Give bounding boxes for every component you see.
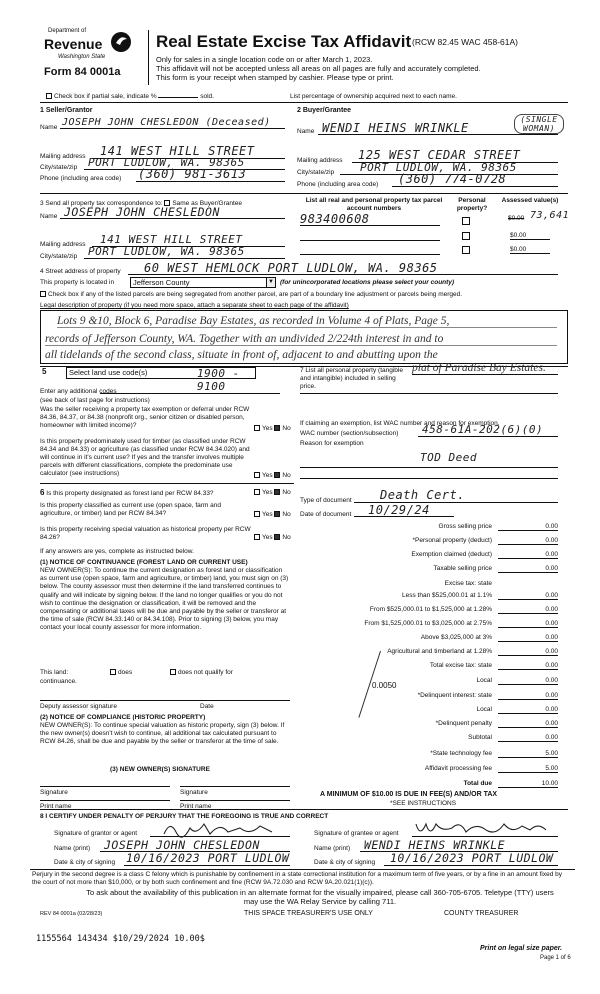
tax-row-value[interactable]: 0.00 [498, 606, 558, 614]
doc-date-label: Date of document [300, 511, 352, 518]
tax-row-label: Above $3,025,000 at 3% [420, 634, 492, 641]
county-select[interactable] [130, 277, 276, 288]
chevron-down-icon: ▼ [266, 278, 275, 287]
land-use-label: Select land use code(s) [69, 368, 148, 377]
wac-number-label: WAC number (section/subsection) [300, 430, 399, 437]
name-print-label: Name (print) [54, 845, 91, 852]
does-not-label: does not qualify for [178, 669, 233, 676]
tax-row [300, 734, 558, 744]
date-city-label: Date & city of signing [314, 859, 376, 866]
tax-row-label: *Delinquent interest: state [417, 692, 492, 699]
yes-label: Yes [262, 489, 273, 496]
doc-type-label: Type of document [300, 497, 352, 504]
receipt-stamp: 1155564 143434 $10/29/2024 10.00$ [36, 934, 205, 944]
assessed-struck: $0.00 [508, 215, 525, 222]
doc-type[interactable]: Death Cert. [380, 488, 465, 502]
parcel-row [300, 230, 560, 242]
s1-city-label: City/state/zip [40, 164, 78, 171]
tax-row-label: Affidavit processing fee [424, 765, 492, 772]
s5-num: 5 [42, 367, 47, 376]
partial-sale-label: Check box if partial sale, indicate % [54, 93, 157, 100]
no-label: No [282, 511, 291, 518]
yes-label: Yes [262, 472, 273, 479]
form-number: Form 84 0001a [44, 66, 121, 78]
form-title: Real Estate Excise Tax Affidavit [156, 32, 412, 51]
tax-row-value[interactable]: 0.00 [498, 565, 558, 573]
tax-correspondence-address[interactable]: 141 WEST HILL STREET [100, 233, 243, 246]
signature-scribble [160, 818, 280, 840]
state-label: Washington State [58, 54, 106, 60]
doc-date[interactable]: 10/29/24 [368, 503, 430, 517]
form-revision: REV 84 0001a (02/28/23) [40, 911, 103, 917]
tax-row-value[interactable]: 0.00 [498, 662, 558, 670]
exemption-reason[interactable]: TOD Deed [420, 451, 477, 464]
property-address[interactable]: 60 WEST HEMLOCK PORT LUDLOW, WA. 98365 [144, 261, 438, 275]
buyer-city[interactable]: PORT LUDLOW, WA. 98365 [360, 161, 517, 174]
s3-mail-label: Mailing address [40, 241, 86, 248]
legal-description-label: Legal description of property (if you need more space, attach a separate sheet to each page of the affidavit) [40, 302, 349, 309]
timber-yes-checkbox[interactable] [254, 472, 260, 478]
tax-row [300, 662, 558, 672]
s1-heading: 1 Seller/Grantor [40, 107, 93, 114]
buyer-name[interactable]: WENDI HEINS WRINKLE [322, 121, 469, 135]
tax-row-value[interactable]: 0.00 [498, 677, 558, 685]
tax-row-value[interactable]: 0.00 [498, 706, 558, 714]
print-legal-note: Print on legal size paper. [480, 945, 563, 952]
tax-row [300, 523, 558, 533]
tax-row [300, 592, 558, 602]
continuance-body: NEW OWNER(S): To continue the current designation as forest land or classification as current use (open space, farm and agriculture, or timber) land, you must sign on (3) below. The county assessor must then determine if the land transferred continues to qualify and will indicate by signing below. If the land no longer qualifies or you do not wish to continue the designation or classification, it will be removed and the compensating or additional taxes will be due and payable by the seller or transferor at the time of sale (RCW 84.33.140 or 84.34.108). Prior to signing (3) below, you may contact your local county assessor for more information. [40, 567, 289, 632]
qualifies-checkbox[interactable] [110, 669, 116, 675]
tax-row-value[interactable]: 0.00 [498, 648, 558, 656]
s3-name-label: Name [40, 213, 58, 220]
s2-city-label: City/state/zip [297, 169, 335, 176]
minimum-due: A MINIMUM OF $10.00 IS DUE IN FEE(S) AND/OR TAX [320, 791, 498, 798]
see-instructions: *SEE INSTRUCTIONS [390, 800, 457, 807]
tax-row [300, 634, 558, 644]
current-use-no-checkbox[interactable] [274, 511, 280, 517]
assessed-value[interactable]: 73,641 [530, 210, 570, 221]
tax-row-value[interactable]: 0.00 [498, 620, 558, 628]
parcel-header-assessed: Assessed value(s) [501, 197, 559, 204]
historic-question: Is this property receiving special valuation as historical property per RCW 84.26? [40, 526, 251, 541]
print-name-label: Print name [180, 803, 212, 810]
tax-row-label: *Personal property (deduct) [412, 537, 492, 544]
exempt-yes-checkbox[interactable] [254, 425, 260, 431]
tax-row [300, 606, 558, 616]
assessed-value[interactable]: $0.00 [510, 232, 550, 240]
exemption-reason-label: Reason for exemption [300, 440, 364, 447]
tax-row-label: *Delinquent penalty [435, 720, 492, 727]
personal-property-checkbox[interactable] [462, 217, 470, 225]
if-yes-instructions: If any answers are yes, complete as instructed below. [40, 548, 194, 555]
tax-row-label: Total excise tax: state [429, 662, 492, 669]
does-label: does [118, 669, 133, 676]
exempt-no-checkbox[interactable] [274, 425, 280, 431]
seller-mailing-address[interactable]: 141 WEST HILL STREET [100, 144, 255, 158]
tax-row [300, 648, 558, 658]
tax-row-label: From $525,000.01 to $1,525,000 at 1.28% [369, 606, 492, 613]
parcel-header-personal: Personal property? [456, 197, 488, 212]
land-use-select[interactable] [66, 367, 256, 393]
legal-line-1: Lots 9 &10, Block 6, Paradise Bay Estates, as recorded in Volume 4 of Plats, Page 5, [57, 315, 557, 328]
form-note-2: This affidavit will not be accepted unless all areas on all pages are fully and accurately completed. [156, 64, 481, 73]
tax-row [300, 580, 558, 590]
form-note-3: This form is your receipt when stamped by cashier. Please type or print. [156, 73, 394, 82]
s3-label: 3 Send all property tax correspondence to: [40, 200, 163, 207]
s1-phone-label: Phone (including area code) [40, 175, 122, 182]
tax-row [300, 780, 558, 790]
tax-row-label: Less than $525,000.01 at 1.1% [402, 592, 492, 599]
personal-property-checkbox[interactable] [462, 246, 470, 254]
this-land-label: This land: [40, 669, 69, 676]
compliance-body: NEW OWNER(S): To continue special valuation as historic property, sign (3) below. If the new owner(s) doesn't wish to continue, all additional tax calculated pursuant to RCW 84.26, shall be due and payable by the seller or transferor at the time of sale. [40, 722, 285, 746]
tax-row-label: Excise tax: state [444, 580, 492, 587]
tax-row [300, 765, 558, 775]
tax-row-label: Total due [463, 780, 492, 787]
grantee-date-city[interactable]: 10/16/2023 PORT LUDLOW [390, 851, 554, 865]
timber-no-checkbox[interactable] [274, 472, 280, 478]
assessed-value[interactable]: $0.00 [510, 246, 550, 254]
tax-row-label: From $1,525,000.01 to $3,025,000 at 2.75% [364, 620, 492, 627]
tax-row [300, 706, 558, 716]
land-use-code: 1900 - 9100 [197, 367, 240, 393]
tax-row-label: Subtotal [468, 734, 492, 741]
print-name-label: Print name [40, 803, 72, 810]
same-as-buyer-label: Same as Buyer/Grantee [172, 200, 243, 207]
parcel-row [300, 210, 570, 226]
county-treasurer: COUNTY TREASURER [444, 910, 519, 917]
county-note: (for unincorporated locations please select your county) [280, 279, 455, 286]
treasurer-use-only: THIS SPACE TREASURER'S USE ONLY [244, 910, 373, 917]
legal-line-3: all tidelands of the second class, situate in front of, adjacent to and abutting upon the [45, 349, 438, 361]
form-note-1: Only for sales in a single location code on or after March 1, 2023. [156, 55, 373, 64]
s6-num: 6 [40, 488, 45, 497]
segregation-label: Check box if any of the listed parcels are being segregated from another parcel, are part of a boundary line adjustment or parcels being merged. [48, 291, 463, 298]
tax-correspondence-city[interactable]: PORT LUDLOW, WA. 98365 [88, 245, 245, 258]
forest-yes-checkbox[interactable] [254, 489, 260, 495]
tax-row-label: Exemption claimed (deduct) [411, 551, 492, 558]
parcel-number[interactable]: 983400608 [300, 212, 370, 226]
buyer-phone[interactable]: (360) 774-0728 [398, 172, 507, 186]
new-owner-signature-heading: (3) NEW OWNER(S) SIGNATURE [110, 766, 210, 773]
yes-label: Yes [262, 511, 273, 518]
timber-question: Is this property predominately used for timber (as classified under RCW 84.34 and 84.33) or agriculture (as classified under RCW 84.34.020) and will continue in it's current use? If yes and the transfer involves multiple parcels with different classifications, complete the predominate use calculator (see instructions) [40, 438, 250, 477]
dor-logo [44, 28, 136, 86]
yes-label: Yes [262, 425, 273, 432]
signature-scribble [412, 816, 552, 840]
tax-row [300, 620, 558, 630]
s1-mail-label: Mailing address [40, 153, 86, 160]
compliance-heading: (2) NOTICE OF COMPLIANCE (HISTORIC PROPERTY) [40, 714, 206, 721]
legal-description-box[interactable] [40, 310, 568, 364]
segregation-checkbox[interactable] [40, 291, 46, 297]
tax-row-value[interactable]: 0.00 [498, 592, 558, 600]
tax-row-value[interactable]: 0.00 [498, 692, 558, 700]
seller-name[interactable]: JOSEPH JOHN CHESLEDON (Deceased) [62, 117, 271, 128]
seller-phone[interactable]: (360) 981-3613 [138, 167, 247, 181]
form-rcw: (RCW 82.45 WAC 458-61A) [412, 37, 518, 47]
no-label: No [282, 425, 291, 432]
historic-no-checkbox[interactable] [274, 534, 280, 540]
grantee-print-name[interactable]: WENDI HEINS WRINKLE [364, 838, 506, 852]
current-use-yes-checkbox[interactable] [254, 511, 260, 517]
partial-sold-label: sold. [200, 93, 214, 100]
exemption-claim-label: If claiming an exemption, list WAC number and reason for exemption. [300, 420, 500, 427]
tax-row-label: *State technology fee [430, 750, 492, 757]
s8-label: 8 I CERTIFY UNDER PENALTY OF PERJURY THAT THE FOREGOING IS TRUE AND CORRECT [40, 813, 329, 820]
tax-row-value[interactable]: 0.00 [498, 523, 558, 531]
grantee-sig-label: Signature of grantee or agent [314, 830, 399, 837]
buyer-name-note: (SINGLE WOMAN) [514, 114, 564, 134]
partial-sale-checkbox[interactable] [46, 93, 52, 99]
dept-label: Department of [48, 28, 87, 34]
legal-line-2: records of Jefferson County, WA. Together with an undivided 2/224th interest in and to [45, 333, 557, 346]
date-city-label: Date & city of signing [54, 859, 116, 866]
forest-question: Is this property designated as forest land per RCW 84.33? [46, 490, 214, 497]
tax-row [300, 537, 558, 547]
no-label: No [282, 534, 291, 541]
tax-row-value[interactable]: 0.00 [498, 720, 558, 728]
current-use-question: Is this property classified as current use (open space, farm and agriculture, or timber) land per RCW 84.34? [40, 502, 222, 517]
s7-label: 7 List all personal property (tangible and intangible) included in selling price. [300, 367, 403, 390]
s4-label: 4 Street address of property [40, 268, 121, 275]
exemption-question: Was the seller receiving a property tax exemption or deferral under RCW 84.36, 84.37, or 84.38 (nonprofit org., senior citizen or disabled person, homeowner with limited income)? [40, 406, 250, 429]
local-rate: 0.0050 [372, 681, 397, 690]
no-label: No [282, 472, 291, 479]
list-percentage-note: List percentage of ownership acquired next to each name. [290, 93, 457, 100]
county-value: Jefferson County [133, 278, 190, 287]
see-back-label: (see back of last page for instructions) [40, 397, 150, 404]
s3-city-label: City/state/zip [40, 253, 78, 260]
tax-row-value[interactable]: 5.00 [498, 750, 558, 758]
page-number: Page 1 of 6 [540, 955, 571, 961]
tax-row-value[interactable]: 0.00 [498, 551, 558, 559]
perjury-notice: Perjury in the second degree is a class C felony which is punishable by confinement in a state correctional institution for a maximum term of five years, or by a fine in an amount fixed by the court of not more than $10,000, or by both such confinement and fine (RCW 9A.72.030 and RCW 9A.20.021(1)(c)). [32, 871, 563, 886]
tax-row [300, 565, 558, 575]
s2-phone-label: Phone (including area code) [297, 181, 379, 188]
personal-property-checkbox[interactable] [462, 232, 470, 240]
additional-codes-label: Enter any additional codes [40, 388, 117, 395]
tax-correspondence-name[interactable]: JOSEPH JOHN CHESLEDON [64, 205, 220, 219]
yes-label: Yes [262, 534, 273, 541]
not-qualifies-checkbox[interactable] [170, 669, 176, 675]
s2-heading: 2 Buyer/Grantee [297, 107, 352, 114]
tax-row-value[interactable]: 10.00 [498, 780, 558, 788]
continuance-label: continuance. [40, 678, 77, 685]
tax-row-value[interactable]: 0.00 [498, 634, 558, 642]
tax-row [300, 750, 558, 760]
name-print-label: Name (print) [314, 845, 351, 852]
signature-label: Signature [40, 789, 68, 796]
buyer-mailing-address[interactable]: 125 WEST CEDAR STREET [358, 148, 521, 162]
tax-row [300, 551, 558, 561]
signature-label: Signature [180, 789, 208, 796]
revenue-word: Revenue [44, 36, 103, 52]
tax-row-label: Agricultural and timberland at 1.28% [387, 648, 492, 655]
s2-mail-label: Mailing address [297, 157, 343, 164]
historic-yes-checkbox[interactable] [254, 534, 260, 540]
deputy-date-label: Date [200, 703, 214, 710]
legal-line-4: plat of Paradise Bay Estates. [412, 362, 546, 374]
seller-city[interactable]: PORT LUDLOW, WA. 98365 [88, 156, 245, 169]
tax-row-label: Local [476, 677, 492, 684]
continuance-heading: (1) NOTICE OF CONTINUANCE (FOREST LAND OR CURRENT USE) [40, 559, 248, 566]
tax-row-label: Taxable selling price [433, 565, 492, 572]
tax-row [300, 720, 558, 730]
tax-row-value[interactable]: 0.00 [498, 734, 558, 742]
tax-row-label: Local [476, 706, 492, 713]
tax-row [300, 692, 558, 702]
tax-row [300, 677, 558, 687]
accessibility-notice: To ask about the availability of this publication in an alternate format for the visually impaired, please call 360-705-6705. Teletype (TTY) users may use the WA Relay Service by calling 711. [86, 888, 554, 906]
grantor-print-name[interactable]: JOSEPH JOHN CHESLEDON [104, 838, 260, 852]
grantor-sig-label: Signature of grantor or agent [54, 830, 138, 837]
grantor-date-city[interactable]: 10/16/2023 PORT LUDLOW [126, 851, 290, 865]
tax-row-label: Gross selling price [438, 523, 492, 530]
tax-row-value[interactable]: 5.00 [498, 765, 558, 773]
tax-row-value[interactable]: 0.00 [498, 537, 558, 545]
s1-name-label: Name [40, 124, 58, 131]
parcel-row [300, 244, 560, 256]
wac-number[interactable]: 458-61A-202(6)(0) [422, 423, 544, 436]
deputy-assessor-label: Deputy assessor signature [40, 703, 117, 710]
county-located-label: This property is located in [40, 279, 115, 286]
dor-logo-icon [110, 31, 132, 53]
parcel-header-list: List all real and personal property tax parcel account numbers [305, 197, 443, 212]
no-label: No [282, 489, 291, 496]
forest-no-checkbox[interactable] [274, 489, 280, 495]
s2-name-label: Name [297, 128, 315, 135]
